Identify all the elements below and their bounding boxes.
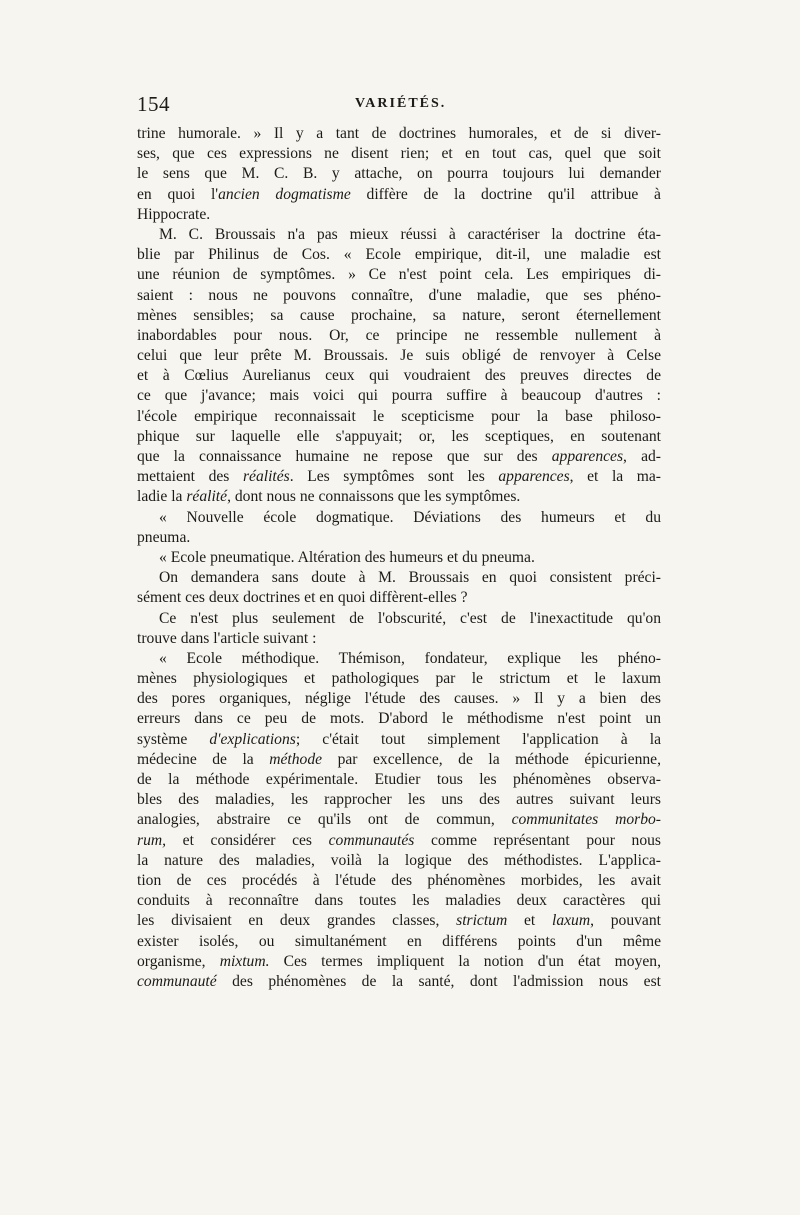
- text-line: une réunion de symptômes. » Ce n'est point cela. Les empiriques di-: [137, 266, 661, 284]
- body-text: [137, 124, 661, 992]
- text-line: des pores organiques, néglige l'étude des causes. » Il y a bien des: [137, 690, 661, 708]
- text-line: saient : nous ne pouvons connaître, d'une maladie, que ses phéno-: [137, 286, 661, 304]
- text-line: celui que leur prête M. Broussais. Je suis obligé de renvoyer à Celse: [137, 347, 661, 365]
- text-line: système d'explications; c'était tout simplement l'application à la: [137, 730, 661, 748]
- text-line: mettaient des réalités. Les symptômes sont les apparences, et la ma-: [137, 468, 661, 486]
- text-line: « Ecole pneumatique. Altération des humeurs et du pneuma.: [159, 548, 535, 566]
- text-line: de la méthode expérimentale. Etudier tous les phénomènes observa-: [137, 771, 661, 788]
- text-line: Ce n'est plus seulement de l'obscurité, c'est de l'inexactitude qu'on: [159, 609, 661, 627]
- text-line: bles des maladies, les rapprocher les uns des autres suivant leurs: [137, 791, 661, 809]
- text-line: « Nouvelle école dogmatique. Déviations des humeurs et du: [159, 508, 661, 526]
- text-line: en quoi l'ancien dogmatisme diffère de la doctrine qu'il attribue à: [137, 185, 661, 203]
- text-line: inabordables pour nous. Or, ce principe ne ressemble nullement à: [137, 326, 661, 344]
- text-line: mènes sensibles; sa cause prochaine, sa nature, seront éternellement: [137, 306, 661, 324]
- text-line: médecine de la méthode par excellence, de la méthode épicurienne,: [137, 750, 661, 768]
- text-line: communauté des phénomènes de la santé, dont l'admission nous est: [137, 972, 661, 990]
- text-line: ladie la réalité, dont nous ne connaissons que les symptômes.: [137, 488, 521, 506]
- page-header: [137, 92, 661, 122]
- text-line: phique sur laquelle elle s'appuyait; or, les sceptiques, en soutenant: [137, 427, 661, 445]
- text-line: blie par Philinus de Cos. « Ecole empirique, dit-il, une maladie est: [137, 246, 661, 264]
- text-line: rum, et considérer ces communautés comme représentant pour nous: [137, 831, 661, 849]
- text-line: On demandera sans doute à M. Broussais en quoi consistent préci-: [159, 569, 661, 587]
- text-line: exister isolés, ou simultanément en différens points d'un même: [137, 932, 661, 950]
- text-line: ce que j'avance; mais voici qui pourra suffire à beaucoup d'autres :: [137, 387, 661, 405]
- text-line: sément ces deux doctrines et en quoi diffèrent-elles ?: [137, 589, 468, 607]
- text-line: la nature des maladies, voilà la logique des méthodistes. L'applica-: [137, 851, 661, 869]
- text-line: ses, que ces expressions ne disent rien; et en tout cas, quel que soit: [137, 145, 661, 163]
- text-line: Hippocrate.: [137, 205, 211, 223]
- text-line: M. C. Broussais n'a pas mieux réussi à caractériser la doctrine éta-: [159, 225, 661, 243]
- text-line: et à Cœlius Aurelianus ceux qui voudraient des preuves directes de: [137, 367, 661, 385]
- text-line: trine humorale. » Il y a tant de doctrines humorales, et de si diver-: [137, 125, 661, 142]
- text-line: mènes physiologiques et pathologiques par le strictum et le laxum: [137, 670, 661, 688]
- text-line: « Ecole méthodique. Thémison, fondateur, explique les phéno-: [159, 649, 661, 667]
- text-line: organisme, mixtum. Ces termes impliquent la notion d'un état moyen,: [137, 952, 661, 970]
- text-line: erreurs dans ce peu de mots. D'abord le méthodisme n'est point un: [137, 710, 661, 728]
- text-line: le sens que M. C. B. y attache, on pourra toujours lui demander: [137, 165, 661, 183]
- running-head: VARIÉTÉS.: [355, 96, 447, 111]
- text-line: tion de ces procédés à l'étude des phénomènes morbides, les avait: [137, 871, 661, 889]
- text-line: que la connaissance humaine ne repose que sur des apparences, ad-: [137, 448, 661, 465]
- text-line: les divisaient en deux grandes classes, strictum et laxum, pouvant: [137, 912, 661, 930]
- text-line: analogies, abstraire ce qu'ils ont de commun, communitates morbo-: [137, 811, 661, 829]
- book-page: [137, 92, 661, 992]
- text-line: pneuma.: [137, 528, 191, 546]
- page-number: 154: [137, 92, 170, 116]
- text-line: trouve dans l'article suivant :: [137, 629, 317, 647]
- text-line: l'école empirique reconnaissait le scepticisme pour la base philoso-: [137, 407, 661, 425]
- text-line: conduits à reconnaître dans toutes les maladies deux caractères qui: [137, 892, 661, 910]
